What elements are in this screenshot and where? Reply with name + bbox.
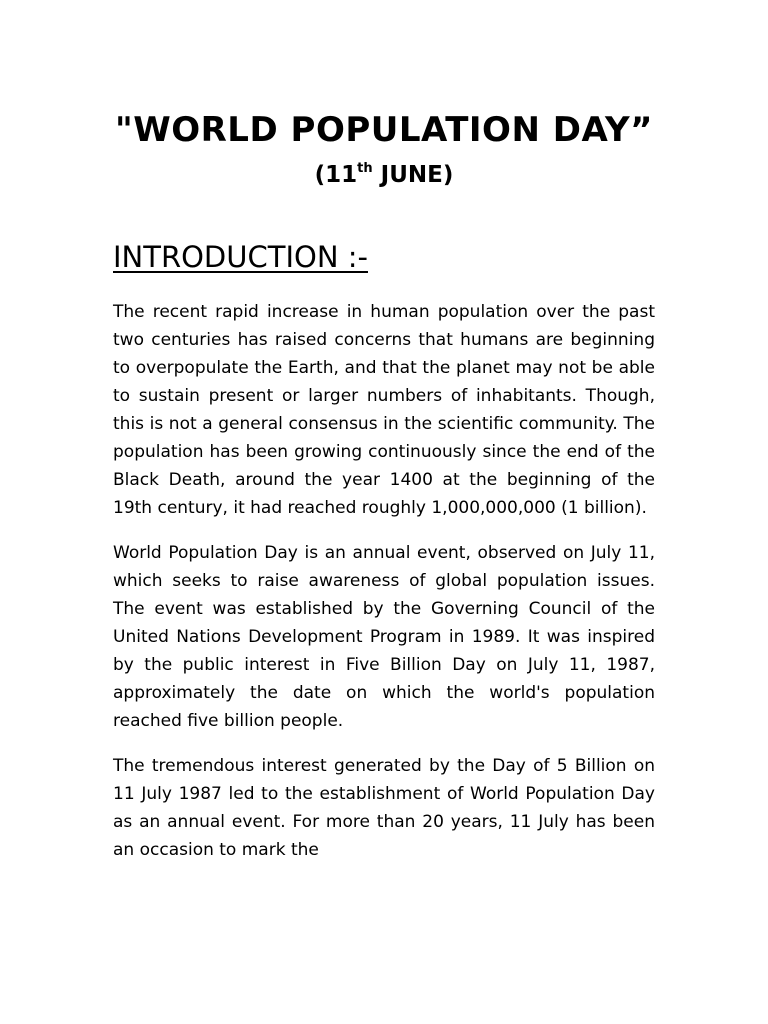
subtitle-superscript: th [357, 161, 373, 176]
paragraph-3: The tremendous interest generated by the Day of 5 Billion on 11 July 1987 led to the establishment of World Population Day as an annual event. For more than 20 years, 11 July has been an occasion to mark the [113, 756, 655, 860]
document-subtitle [0, 162, 768, 188]
section-heading-introduction: INTRODUCTION :- [113, 240, 368, 274]
subtitle-month: JUNE) [372, 162, 454, 188]
paragraph-2: World Population Day is an annual event, observed on July 11, which seeks to raise awareness of global population issues. The event was established by the Governing Council of the United Nations Development Program in 1989. It was inspired by the public interest in Five Billion Day on July 11, 1987, approximately the date on which the world's population reached five billion people. [113, 543, 655, 731]
paragraph-1: The recent rapid increase in human population over the past two centuries has raised concerns that humans are beginning to overpopulate the Earth, and that the planet may not be able to sustain present or larger numbers of inhabitants. Though, this is not a general consensus in the scientific community. The population has been growing continuously since the end of the Black Death, around the year 1400 at the beginning of the 19th century, it had reached roughly 1,000,000,000 (1 billion). [113, 302, 655, 518]
document-title: "WORLD POPULATION DAY” [115, 110, 653, 150]
subtitle-date-number: (11 [314, 162, 358, 188]
document-body [113, 298, 655, 881]
